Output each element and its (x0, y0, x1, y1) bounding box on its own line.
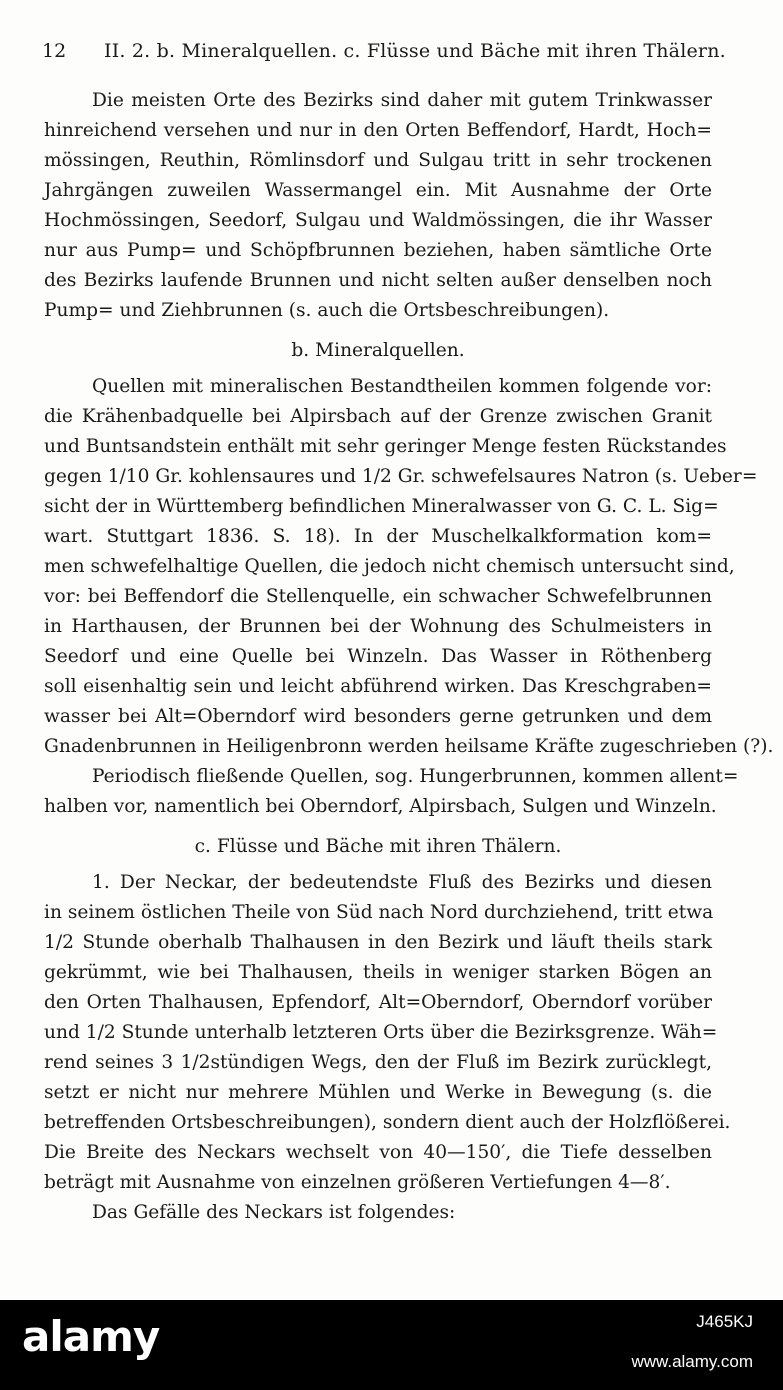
text-line: und 1/2 Stunde unterhalb letzteren Orts über die Bezirksgrenze. Wäh= (44, 1022, 718, 1043)
text-line: nur aus Pump= und Schöpfbrunnen beziehen, haben sämtliche Orte (44, 240, 712, 261)
text-line: Periodisch fließende Quellen, sog. Hungerbrunnen, kommen allent= (92, 766, 739, 787)
text-line: rend seines 3 1/2stündigen Wegs, den der Fluß im Bezirk zurücklegt, (44, 1052, 712, 1073)
section-heading-mineralquellen: b. Mineralquellen. (291, 340, 465, 361)
text-line: vor: bei Beffendorf die Stellenquelle, ein schwacher Schwefelbrunnen (44, 586, 712, 607)
text-line: Seedorf und eine Quelle bei Winzeln. Das Wasser in Röthenberg (44, 646, 712, 667)
text-line: men schwefelhaltige Quellen, die jedoch nicht chemisch untersucht sind, (44, 556, 735, 577)
text-line: in seinem östlichen Theile von Süd nach Nord durchziehend, tritt etwa (44, 902, 714, 923)
text-line: Pump= und Ziehbrunnen (s. auch die Ortsbeschreibungen). (44, 300, 610, 321)
text-line: halben vor, namentlich bei Oberndorf, Alpirsbach, Sulgen und Winzeln. (44, 796, 717, 817)
page-number: 12 (42, 40, 67, 62)
text-line: des Bezirks laufende Brunnen und nicht selten außer denselben noch (44, 270, 712, 291)
image-code: J465KJ (696, 1312, 753, 1331)
text-line: hinreichend versehen und nur in den Orten Beffendorf, Hardt, Hoch= (44, 120, 712, 141)
text-line: gekrümmt, wie bei Thalhausen, theils in weniger starken Bögen an (44, 962, 712, 983)
text-line: Die meisten Orte des Bezirks sind daher mit gutem Trinkwasser (92, 90, 712, 111)
text-line: wasser bei Alt=Oberndorf wird besonders gerne getrunken und dem (44, 706, 712, 727)
text-line: Das Gefälle des Neckars ist folgendes: (92, 1202, 456, 1223)
text-line: betreffenden Ortsbeschreibungen), sondern dient auch der Holzflößerei. (44, 1112, 731, 1133)
text-line: soll eisenhaltig sein und leicht abführend wirken. Das Kreschgraben= (44, 676, 712, 697)
text-line: wart. Stuttgart 1836. S. 18). In der Muschelkalkformation kom= (44, 526, 712, 547)
text-line: den Orten Thalhausen, Epfendorf, Alt=Oberndorf, Oberndorf vorüber (44, 992, 712, 1013)
text-line: 1/2 Stunde oberhalb Thalhausen in den Bezirk und läuft theils stark (44, 932, 712, 953)
text-line: Hochmössingen, Seedorf, Sulgau und Waldmössingen, die ihr Wasser (44, 210, 712, 231)
text-line: sicht der in Württemberg befindlichen Mineralwasser von G. C. L. Sig= (44, 496, 719, 517)
text-line: setzt er nicht nur mehrere Mühlen und Werke in Bewegung (s. die (44, 1082, 712, 1103)
running-title: II. 2. b. Mineralquellen. c. Flüsse und Bäche mit ihren Thälern. (104, 40, 726, 62)
text-line: Die Breite des Neckars wechselt von 40—150′, die Tiefe desselben (44, 1142, 712, 1163)
text-line: beträgt mit Ausnahme von einzelnen größeren Vertiefungen 4—8′. (44, 1172, 671, 1193)
text-line: Gnadenbrunnen in Heiligenbronn werden heilsame Kräfte zugeschrieben (?). (44, 736, 774, 757)
text-line: und Buntsandstein enthält mit sehr geringer Menge festen Rückstandes (44, 436, 727, 457)
text-line: Quellen mit mineralischen Bestandtheilen kommen folgende vor: (92, 376, 712, 397)
watermark-footer (0, 1300, 783, 1390)
page-header (42, 40, 742, 70)
brand-logo: alamy (22, 1312, 160, 1361)
text-line: die Krähenbadquelle bei Alpirsbach auf der Grenze zwischen Granit (44, 406, 712, 427)
text-line: 1. Der Neckar, der bedeutendste Fluß des Bezirks und diesen (92, 872, 712, 893)
section-heading-fluesse: c. Flüsse und Bäche mit ihren Thälern. (194, 836, 562, 857)
watermark-url: www.alamy.com (631, 1352, 753, 1371)
text-line: mössingen, Reuthin, Römlinsdorf und Sulgau tritt in sehr trockenen (44, 150, 712, 171)
text-line: gegen 1/10 Gr. kohlensaures und 1/2 Gr. schwefelsaures Natron (s. Ueber= (44, 466, 758, 487)
text-line: Jahrgängen zuweilen Wassermangel ein. Mit Ausnahme der Orte (44, 180, 712, 201)
text-line: in Harthausen, der Brunnen bei der Wohnung des Schulmeisters in (44, 616, 712, 637)
